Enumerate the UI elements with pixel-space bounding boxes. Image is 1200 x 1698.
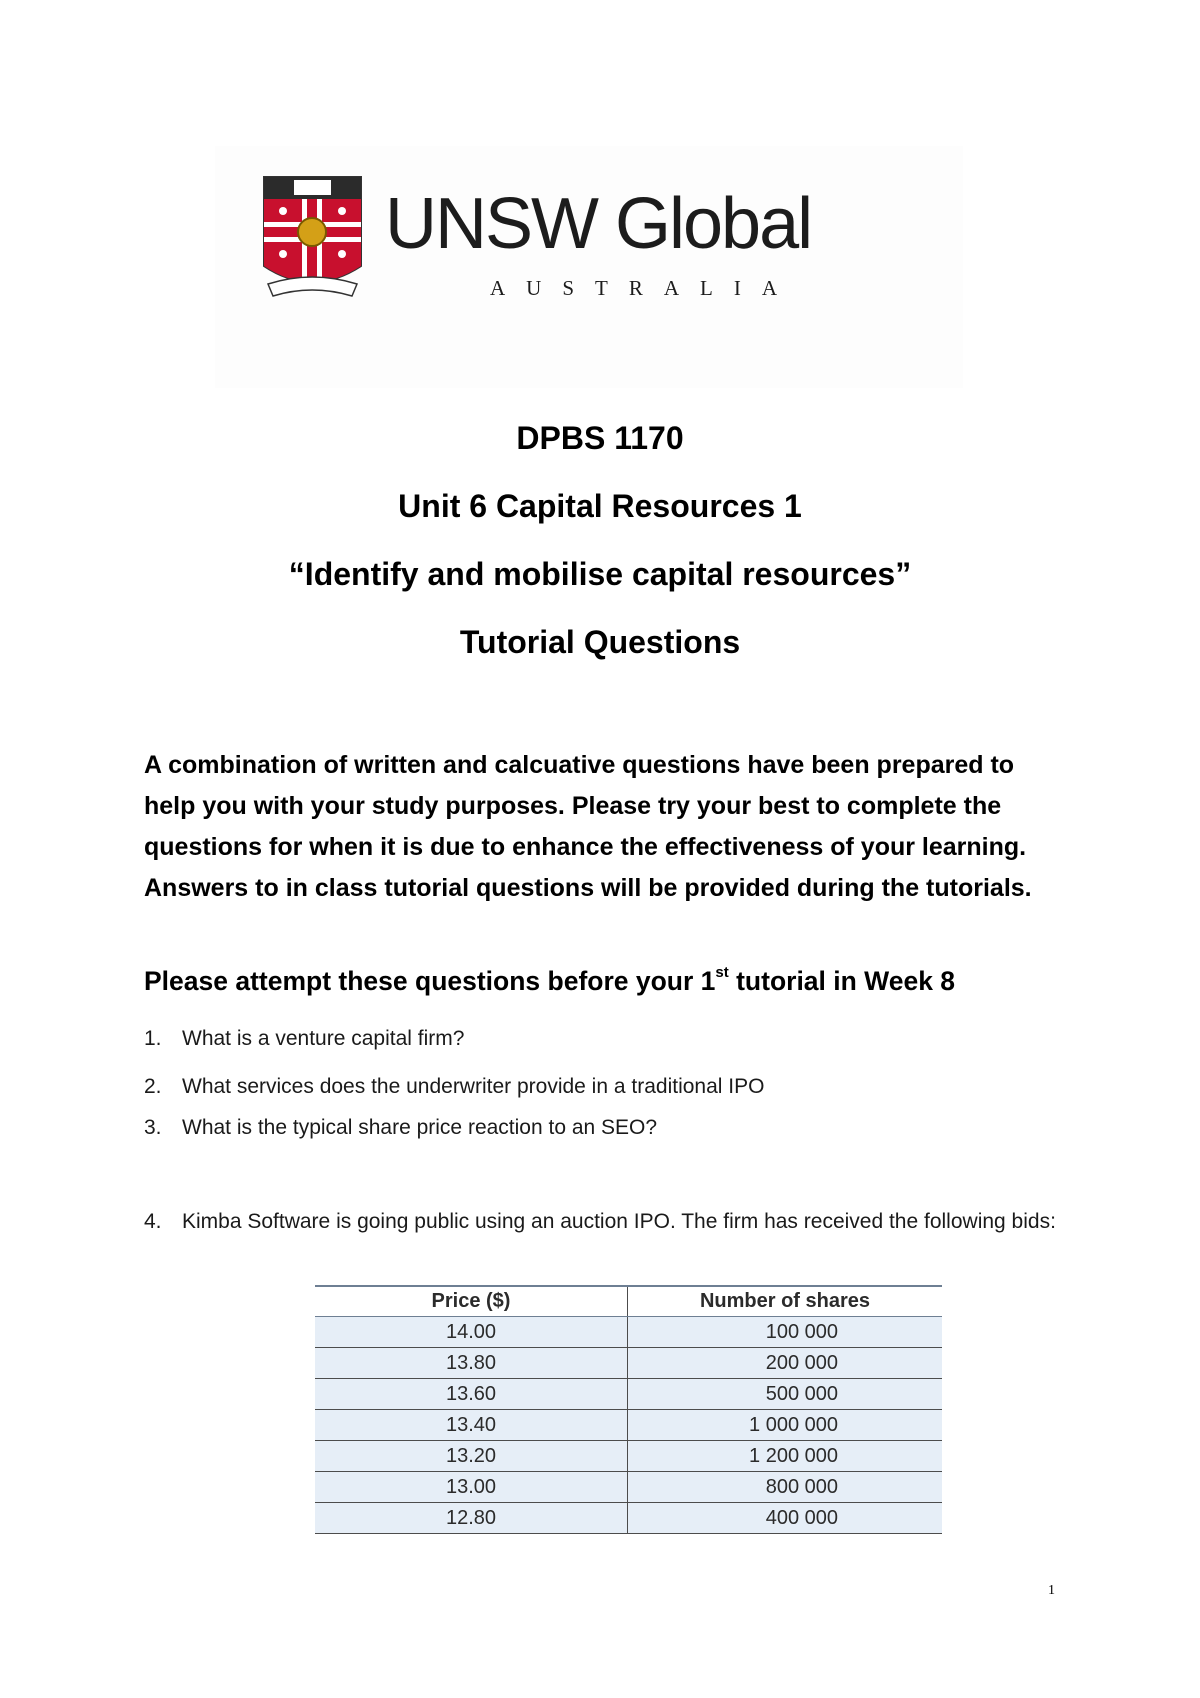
shares-cell: 1 200 000: [628, 1441, 943, 1472]
question-1: 1. What is a venture capital firm?: [144, 1027, 465, 1050]
price-cell: 12.80: [315, 1503, 628, 1534]
table-row: [315, 1503, 942, 1534]
shares-cell: 1 000 000: [628, 1410, 943, 1441]
table-row: [315, 1472, 942, 1503]
course-code: DPBS 1170: [516, 420, 684, 456]
shares-cell: 100 000: [628, 1317, 943, 1348]
price-cell: 13.20: [315, 1441, 628, 1472]
question-3: 3. What is the typical share price reaction to an SEO?: [144, 1116, 658, 1139]
table-row: [315, 1317, 942, 1348]
shares-header: Number of shares: [628, 1286, 943, 1317]
price-cell: 13.00: [315, 1472, 628, 1503]
table-row: [315, 1410, 942, 1441]
unsw-global-logo: [215, 146, 963, 388]
bids-table: [315, 1285, 942, 1534]
shares-cell: 800 000: [628, 1472, 943, 1503]
price-cell: 13.80: [315, 1348, 628, 1379]
unit-quote: “Identify and mobilise capital resources”: [288, 556, 912, 592]
unit-title: Unit 6 Capital Resources 1: [398, 488, 802, 524]
question-2: 2. What services does the underwriter provide in a traditional IPO: [144, 1075, 765, 1098]
price-cell: 13.40: [315, 1410, 628, 1441]
price-cell: 13.60: [315, 1379, 628, 1410]
logo-wordmark: UNSW Global: [385, 184, 812, 264]
shares-cell: 400 000: [628, 1503, 943, 1534]
page-number: 1: [1048, 1583, 1055, 1598]
logo-subtitle: AUSTRALIA: [490, 276, 798, 300]
shares-cell: 200 000: [628, 1348, 943, 1379]
table-row: [315, 1379, 942, 1410]
attempt-instruction: Please attempt these questions before your 1st tutorial in Week 8: [144, 964, 956, 996]
price-header: Price ($): [315, 1286, 628, 1317]
question-4: 4. Kimba Software is going public using an auction IPO. The firm has received the following bids:: [144, 1210, 1056, 1233]
table-row: [315, 1348, 942, 1379]
price-cell: 14.00: [315, 1317, 628, 1348]
intro-paragraph: A combination of written and calcuative questions have been prepared to help you with your study purposes. Please try your best to complete the questions for when it is due to enhance the effectiveness of your learning. Answers to in class tutorial questions will be provided during the tutorials.: [144, 751, 1032, 902]
table-header-row: [315, 1286, 942, 1317]
section-title: Tutorial Questions: [459, 624, 741, 660]
shares-cell: 500 000: [628, 1379, 943, 1410]
unsw-crest-icon: [260, 174, 365, 302]
table-row: [315, 1441, 942, 1472]
